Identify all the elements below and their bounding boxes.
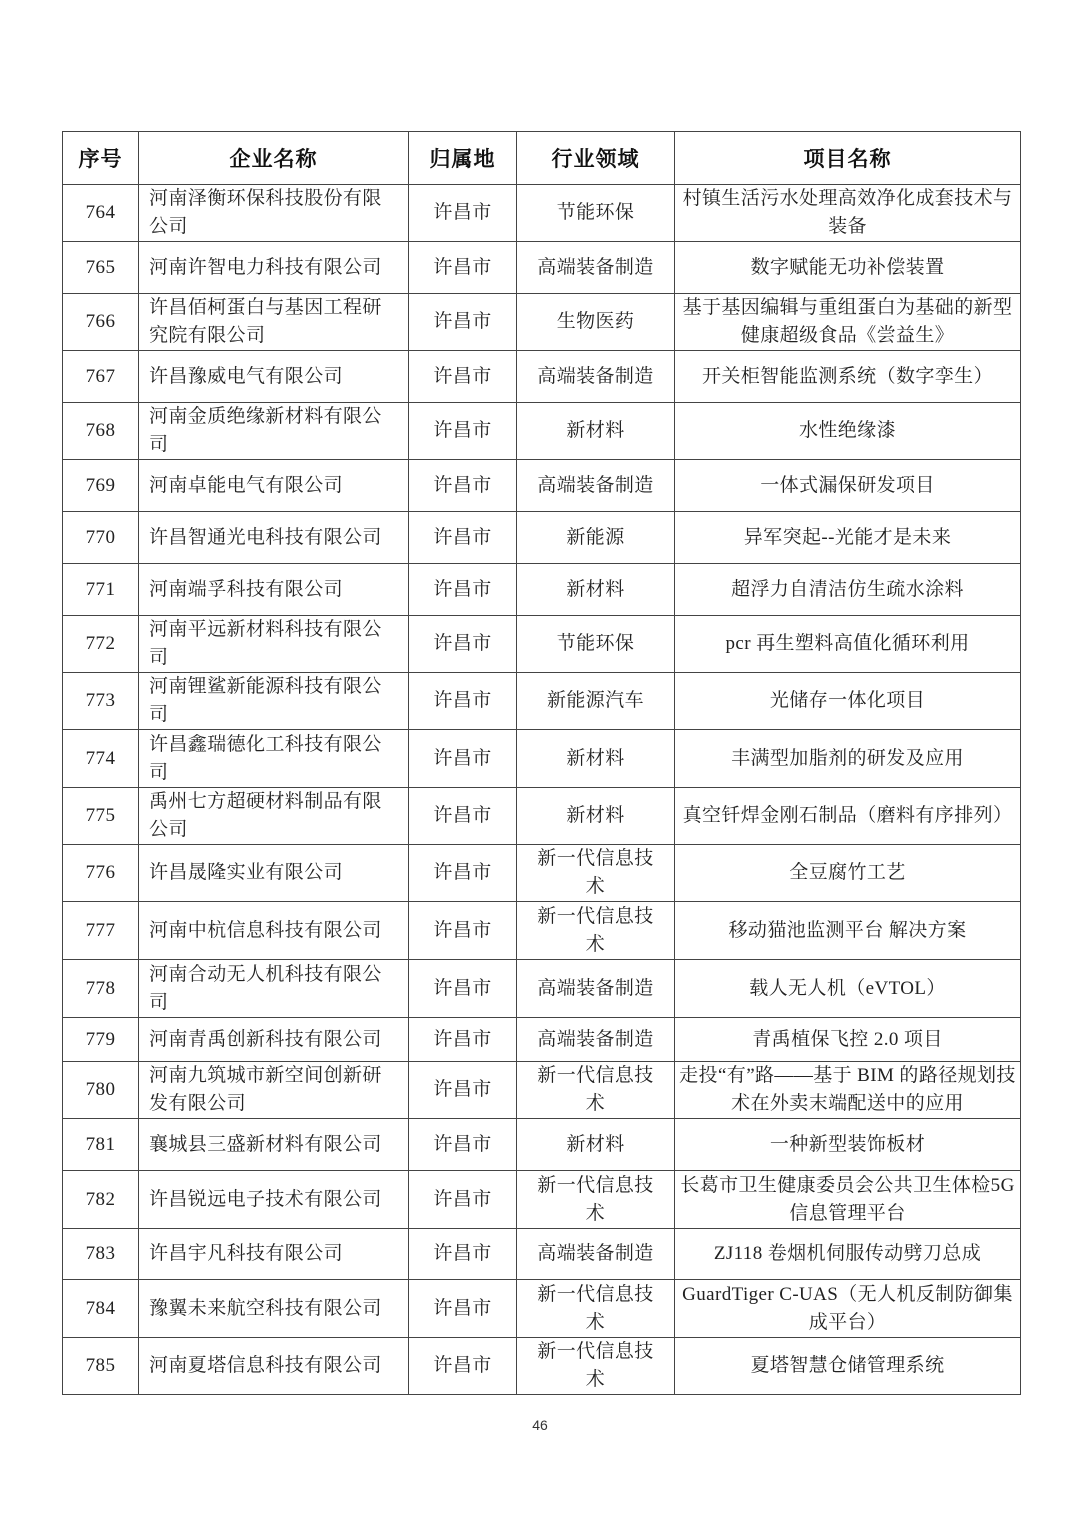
cell-company: 河南平远新材料科技有限公司: [139, 616, 409, 673]
page-number: 46: [532, 1417, 548, 1433]
table-header-row: [63, 132, 1021, 185]
cell-location: 许昌市: [409, 185, 517, 242]
cell-no: 781: [63, 1119, 139, 1171]
cell-industry: 新一代信息技术: [517, 845, 675, 902]
cell-industry: 新材料: [517, 730, 675, 788]
cell-project: 真空钎焊金刚石制品（磨料有序排列）: [675, 788, 1021, 845]
cell-project: 长葛市卫生健康委员会公共卫生体检5G 信息管理平台: [675, 1171, 1021, 1229]
cell-no: 777: [63, 902, 139, 960]
cell-project: 青禹植保飞控 2.0 项目: [675, 1018, 1021, 1062]
cell-location: 许昌市: [409, 1338, 517, 1395]
cell-location: 许昌市: [409, 512, 517, 564]
cell-industry: 新一代信息技术: [517, 1062, 675, 1119]
cell-location: 许昌市: [409, 1171, 517, 1229]
cell-project: 基于基因编辑与重组蛋白为基础的新型健康超级食品《尝益生》: [675, 294, 1021, 351]
cell-location: 许昌市: [409, 960, 517, 1018]
table-row: [63, 1062, 1021, 1119]
cell-industry: 生物医药: [517, 294, 675, 351]
cell-no: 766: [63, 294, 139, 351]
cell-project: 走投“有”路——基于 BIM 的路径规划技术在外卖末端配送中的应用: [675, 1062, 1021, 1119]
cell-company: 襄城县三盛新材料有限公司: [139, 1119, 409, 1171]
cell-industry: 高端装备制造: [517, 351, 675, 403]
table-row: [63, 788, 1021, 845]
cell-company: 河南中杭信息科技有限公司: [139, 902, 409, 960]
cell-location: 许昌市: [409, 403, 517, 460]
cell-company: 河南许智电力科技有限公司: [139, 242, 409, 294]
cell-no: 782: [63, 1171, 139, 1229]
cell-company: 禹州七方超硬材料制品有限公司: [139, 788, 409, 845]
table-row: [63, 1119, 1021, 1171]
header-industry: 行业领域: [517, 132, 675, 185]
cell-company: 许昌锐远电子技术有限公司: [139, 1171, 409, 1229]
cell-no: 785: [63, 1338, 139, 1395]
cell-industry: 高端装备制造: [517, 242, 675, 294]
cell-location: 许昌市: [409, 242, 517, 294]
table-row: [63, 403, 1021, 460]
cell-project: 超浮力自清洁仿生疏水涂料: [675, 564, 1021, 616]
table-row: [63, 960, 1021, 1018]
cell-project: 异军突起--光能才是未来: [675, 512, 1021, 564]
cell-project: 载人无人机（eVTOL）: [675, 960, 1021, 1018]
cell-industry: 高端装备制造: [517, 1229, 675, 1280]
cell-company: 许昌鑫瑞德化工科技有限公司: [139, 730, 409, 788]
cell-industry: 高端装备制造: [517, 460, 675, 512]
table-row: [63, 616, 1021, 673]
cell-no: 780: [63, 1062, 139, 1119]
cell-location: 许昌市: [409, 1229, 517, 1280]
cell-company: 豫翼未来航空科技有限公司: [139, 1280, 409, 1338]
cell-project: 一种新型装饰板材: [675, 1119, 1021, 1171]
cell-project: 夏塔智慧仓储管理系统: [675, 1338, 1021, 1395]
cell-no: 769: [63, 460, 139, 512]
cell-no: 774: [63, 730, 139, 788]
cell-industry: 新能源汽车: [517, 673, 675, 730]
cell-industry: 新一代信息技术: [517, 1171, 675, 1229]
cell-location: 许昌市: [409, 673, 517, 730]
cell-company: 许昌佰柯蛋白与基因工程研究院有限公司: [139, 294, 409, 351]
cell-location: 许昌市: [409, 788, 517, 845]
table-row: [63, 902, 1021, 960]
table-row: [63, 512, 1021, 564]
cell-location: 许昌市: [409, 902, 517, 960]
cell-no: 767: [63, 351, 139, 403]
cell-location: 许昌市: [409, 294, 517, 351]
header-location: 归属地: [409, 132, 517, 185]
cell-no: 775: [63, 788, 139, 845]
cell-location: 许昌市: [409, 564, 517, 616]
cell-location: 许昌市: [409, 1062, 517, 1119]
cell-industry: 节能环保: [517, 616, 675, 673]
cell-no: 776: [63, 845, 139, 902]
cell-company: 许昌智通光电科技有限公司: [139, 512, 409, 564]
enterprise-project-table: [62, 131, 1021, 1395]
table-row: [63, 294, 1021, 351]
cell-project: 一体式漏保研发项目: [675, 460, 1021, 512]
header-no: 序号: [63, 132, 139, 185]
table-row: [63, 845, 1021, 902]
cell-location: 许昌市: [409, 351, 517, 403]
cell-location: 许昌市: [409, 1018, 517, 1062]
cell-project: ZJ118 卷烟机伺服传动劈刀总成: [675, 1229, 1021, 1280]
table-row: [63, 564, 1021, 616]
cell-industry: 高端装备制造: [517, 1018, 675, 1062]
cell-project: 村镇生活污水处理高效净化成套技术与装备: [675, 185, 1021, 242]
cell-company: 河南青禹创新科技有限公司: [139, 1018, 409, 1062]
cell-industry: 新一代信息技术: [517, 902, 675, 960]
cell-company: 河南卓能电气有限公司: [139, 460, 409, 512]
cell-industry: 新材料: [517, 564, 675, 616]
table-row: [63, 1338, 1021, 1395]
cell-industry: 高端装备制造: [517, 960, 675, 1018]
cell-no: 778: [63, 960, 139, 1018]
cell-company: 河南九筑城市新空间创新研发有限公司: [139, 1062, 409, 1119]
cell-location: 许昌市: [409, 730, 517, 788]
cell-no: 784: [63, 1280, 139, 1338]
cell-company: 许昌宇凡科技有限公司: [139, 1229, 409, 1280]
table-row: [63, 1018, 1021, 1062]
cell-industry: 新能源: [517, 512, 675, 564]
cell-company: 许昌豫威电气有限公司: [139, 351, 409, 403]
table-row: [63, 1280, 1021, 1338]
table-row: [63, 351, 1021, 403]
cell-location: 许昌市: [409, 1119, 517, 1171]
cell-project: 数字赋能无功补偿装置: [675, 242, 1021, 294]
table-row: [63, 460, 1021, 512]
cell-no: 772: [63, 616, 139, 673]
cell-location: 许昌市: [409, 460, 517, 512]
cell-project: 光储存一体化项目: [675, 673, 1021, 730]
cell-no: 771: [63, 564, 139, 616]
cell-no: 765: [63, 242, 139, 294]
table-row: [63, 185, 1021, 242]
cell-project: 丰满型加脂剂的研发及应用: [675, 730, 1021, 788]
cell-company: 河南锂鲨新能源科技有限公司: [139, 673, 409, 730]
cell-company: 河南金质绝缘新材料有限公司: [139, 403, 409, 460]
cell-company: 河南泽衡环保科技股份有限公司: [139, 185, 409, 242]
cell-industry: 新一代信息技术: [517, 1338, 675, 1395]
table-row: [63, 673, 1021, 730]
cell-no: 768: [63, 403, 139, 460]
table-row: [63, 1229, 1021, 1280]
cell-project: pcr 再生塑料高值化循环利用: [675, 616, 1021, 673]
header-project: 项目名称: [675, 132, 1021, 185]
cell-location: 许昌市: [409, 616, 517, 673]
cell-company: 河南夏塔信息科技有限公司: [139, 1338, 409, 1395]
table-row: [63, 730, 1021, 788]
cell-industry: 新材料: [517, 403, 675, 460]
cell-project: 移动猫池监测平台 解决方案: [675, 902, 1021, 960]
table-body: [63, 185, 1021, 1395]
table-row: [63, 242, 1021, 294]
cell-no: 764: [63, 185, 139, 242]
cell-no: 783: [63, 1229, 139, 1280]
cell-project: 水性绝缘漆: [675, 403, 1021, 460]
cell-no: 773: [63, 673, 139, 730]
cell-industry: 新材料: [517, 1119, 675, 1171]
cell-project: 全豆腐竹工艺: [675, 845, 1021, 902]
cell-industry: 新一代信息技术: [517, 1280, 675, 1338]
cell-no: 779: [63, 1018, 139, 1062]
table-row: [63, 1171, 1021, 1229]
cell-company: 河南合动无人机科技有限公司: [139, 960, 409, 1018]
cell-no: 770: [63, 512, 139, 564]
cell-industry: 新材料: [517, 788, 675, 845]
cell-company: 河南端孚科技有限公司: [139, 564, 409, 616]
cell-company: 许昌晟隆实业有限公司: [139, 845, 409, 902]
cell-project: GuardTiger C-UAS（无人机反制防御集成平台）: [675, 1280, 1021, 1338]
cell-project: 开关柜智能监测系统（数字孪生）: [675, 351, 1021, 403]
cell-location: 许昌市: [409, 1280, 517, 1338]
cell-industry: 节能环保: [517, 185, 675, 242]
header-company: 企业名称: [139, 132, 409, 185]
cell-location: 许昌市: [409, 845, 517, 902]
